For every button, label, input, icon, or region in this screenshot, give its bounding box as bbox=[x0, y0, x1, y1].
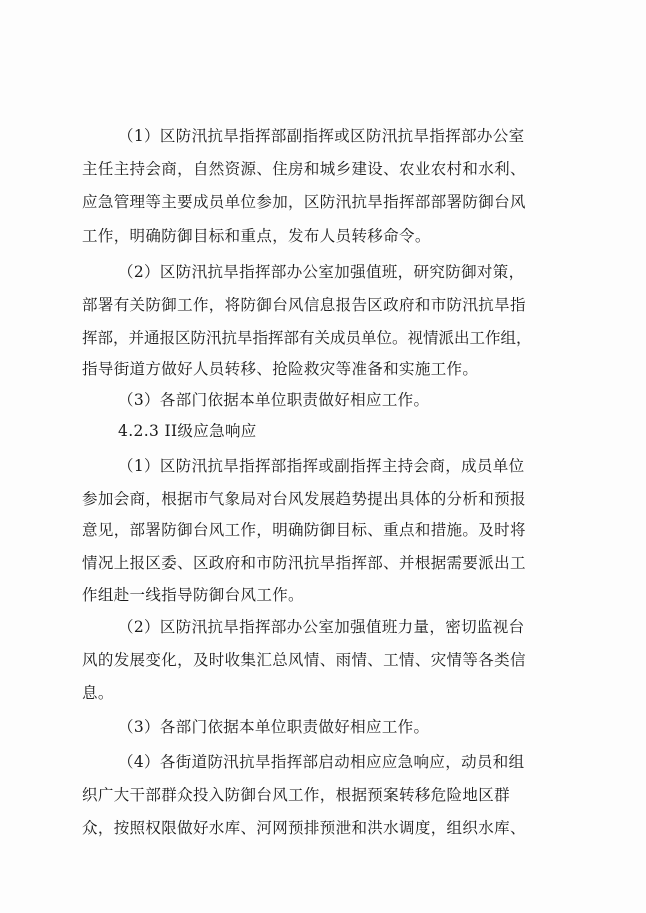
text-line: 指导街道方做好人员转移、抢险救灾等准备和实施工作。 bbox=[82, 360, 479, 378]
text-line: 息。 bbox=[82, 684, 114, 702]
text-line: 作组赴一线指导防御台风工作。 bbox=[82, 586, 304, 604]
text-line: 众，按照权限做好水库、河网预排预泄和洪水调度，组织水库、 bbox=[82, 819, 526, 837]
text-line: 工作，明确防御目标和重点，发布人员转移命令。 bbox=[82, 227, 431, 245]
text-line: 参加会商，根据市气象局对台风发展趋势提出具体的分析和预报 bbox=[82, 490, 526, 508]
text-line: 织广大干部群众投入防御台风工作，根据预案转移危险地区群 bbox=[82, 786, 510, 804]
text-line: 意见，部署防御台风工作，明确防御目标、重点和措施。及时将 bbox=[82, 521, 526, 539]
text-line: （3）各部门依据本单位职责做好相应工作。 bbox=[118, 718, 430, 736]
text-line: 风的发展变化，及时收集汇总风情、雨情、工情、灾情等各类信 bbox=[82, 651, 526, 669]
text-line: 部署有关防御工作，将防御台风信息报告区政府和市防汛抗旱指 bbox=[82, 296, 526, 314]
text-line: （3）各部门依据本单位职责做好相应工作。 bbox=[118, 391, 430, 409]
section-heading: 4.2.3 II级应急响应 bbox=[118, 422, 257, 440]
text-line: 主任主持会商，自然资源、住房和城乡建设、农业农村和水利、 bbox=[82, 160, 526, 178]
text-line: （2）区防汛抗旱指挥部办公室加强值班，研究防御对策， bbox=[118, 263, 525, 281]
text-line: （1）区防汛抗旱指挥部副指挥或区防汛抗旱指挥部办公室 bbox=[118, 127, 525, 145]
text-line: 情况上报区委、区政府和市防汛抗旱指挥部、并根据需要派出工 bbox=[82, 554, 526, 572]
text-line: 挥部，并通报区防汛抗旱指挥部有关成员单位。视情派出工作组， bbox=[82, 329, 532, 347]
text-line: 应急管理等主要成员单位参加，区防汛抗旱指挥部部署防御台风 bbox=[82, 193, 526, 211]
text-line: （1）区防汛抗旱指挥部指挥或副指挥主持会商，成员单位 bbox=[118, 457, 525, 475]
text-line: （4）各街道防汛抗旱指挥部启动相应应急响应，动员和组 bbox=[118, 753, 525, 771]
text-line: （2）区防汛抗旱指挥部办公室加强值班力量，密切监视台 bbox=[118, 618, 525, 636]
